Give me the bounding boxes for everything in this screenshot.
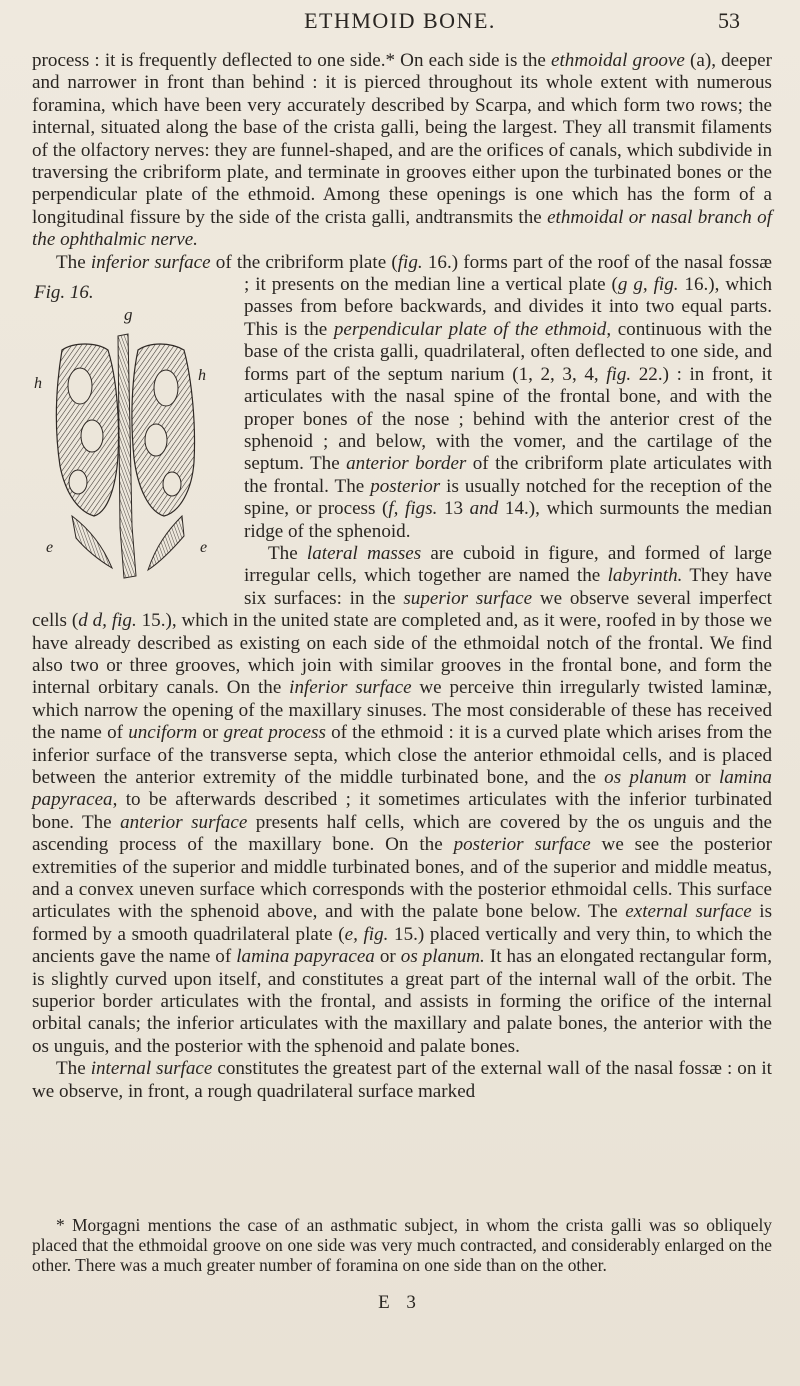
figure-letter: h [34,375,42,393]
ethmoid-engraving [32,276,230,604]
paragraph: The lateral masses are cuboid in figure, and formed of large irregular cells, which together are named the labyrinth. They have six surfaces: in the superior surface we observe several imperfect cells (d d, fig. 15.), which in the united state are completed and, as it were, roofed in by those we have already described as existing on each side of the ethmoidal notch of the frontal. We find also two or three grooves, which join with similar grooves in the frontal bone, and form the internal orbitary canals. On the inferior surface we perceive thin irregularly twisted laminæ, which narrow the opening of the maxillary sinuses. The most considerable of these has received the name of unciform or great process of the ethmoid : it is a curved plate which arises from the inferior surface of the transverse septa, which close the anterior ethmoidal cells, and is placed between the anterior extremity of the middle turbinated bone, and the os planum or lamina papyracea, to be afterwards described ; it sometimes articulates with the inferior turbinated bone. The anterior surface presents half cells, which are covered by the os unguis and the ascending process of the maxillary bone. On the posterior surface we see the posterior extremities of the superior and middle turbinated bones, and of the superior and middle meatus, and a convex uneven surface which corresponds with the posterior ethmoidal cells. This surface articulates with the sphenoid above, and with the palate bone below. The external surface is formed by a smooth quadrilateral plate (e, fig. 15.) placed vertically and very thin, to which the ancients gave the name of lamina papyracea or os planum. It has an elongated rectangular form, is slightly curved upon itself, and constitutes a great part of the internal wall of the orbit. The superior border articulates with the frontal, and assists in forming the orifice of the internal orbital canals; the inferior articulates with the maxillary and palate bones, the anterior with the os unguis, and the posterior with the sphenoid and palate bones. [32,542,773,1057]
page-header [60,8,740,38]
page-number: 53 [718,8,740,33]
footnote: * Morgagni mentions the case of an asthmatic subject, in whom the crista galli was so obliquely placed that the ethmoidal groove on one side was very much contracted, and considerably enlarged on the other. There was a much greater number of foramina on one side than on the other. [32,1215,772,1275]
figure-letter: e [200,539,208,557]
paragraph: The internal surface constitutes the greatest part of the external wall of the nasal fossæ : on it we observe, in front, a rough quadrilateral surface marked [32,1058,772,1102]
figure-label: Fig. 16. [34,282,94,304]
body-text [32,50,772,1103]
figure-16-illustration [32,276,230,604]
figure-letter: h [198,367,206,385]
signature-mark: E 3 [378,1292,422,1313]
paragraph: process : it is frequently deflected to one side.* On each side is the ethmoidal groove (a), deeper and narrower in front than behind : it is pierced throughout its whole extent with numerous foramina, which have been very accurately described by Scarpa, and which form two rows; the internal, situated along the base of the crista galli, being the largest. They all transmit filaments of the olfactory nerves: they are funnel-shaped, and are the orifices of canals, which subdivide in traversing the cribriform plate, and terminate in grooves either upon the turbinated bones or the perpendicular plate of the ethmoid. Among these openings is one which has the form of a longitudinal fissure by the side of the crista galli, andtransmits the ethmoidal or nasal branch of the ophthalmic nerve. [32,50,772,251]
figure-letter: g [124,305,133,325]
paragraph: The inferior surface of the cribriform plate (fig. 16.) forms part of the roof of the nasal fossæ ; it presents on the median line a vertical plate ( Fig. 16. g h h e e g g, fig. 16.), which passes from before backwards, and divides it into two equal parts. This is the perpendicular plate of the ethmoid, continuous with the base of the crista galli, quadrilateral, often deflected to one side, and forms part of the septum narium (1, 2, 3, 4, fig. 22.) : in front, it articulates with the nasal spine of the frontal bone, and with the proper bones of the nose ; behind with the anterior crest of the sphenoid ; and below, with the vomer, and the cartilage of the septum. The anterior border of the cribriform plate articulates with the frontal. The posterior is usually notched for the reception of the spine, or process (f, figs. 13 and 14.), which surmounts the median ridge of the sphenoid. [32,252,772,543]
figure-letter: e [46,539,54,557]
running-head: ETHMOID BONE. [304,8,496,33]
